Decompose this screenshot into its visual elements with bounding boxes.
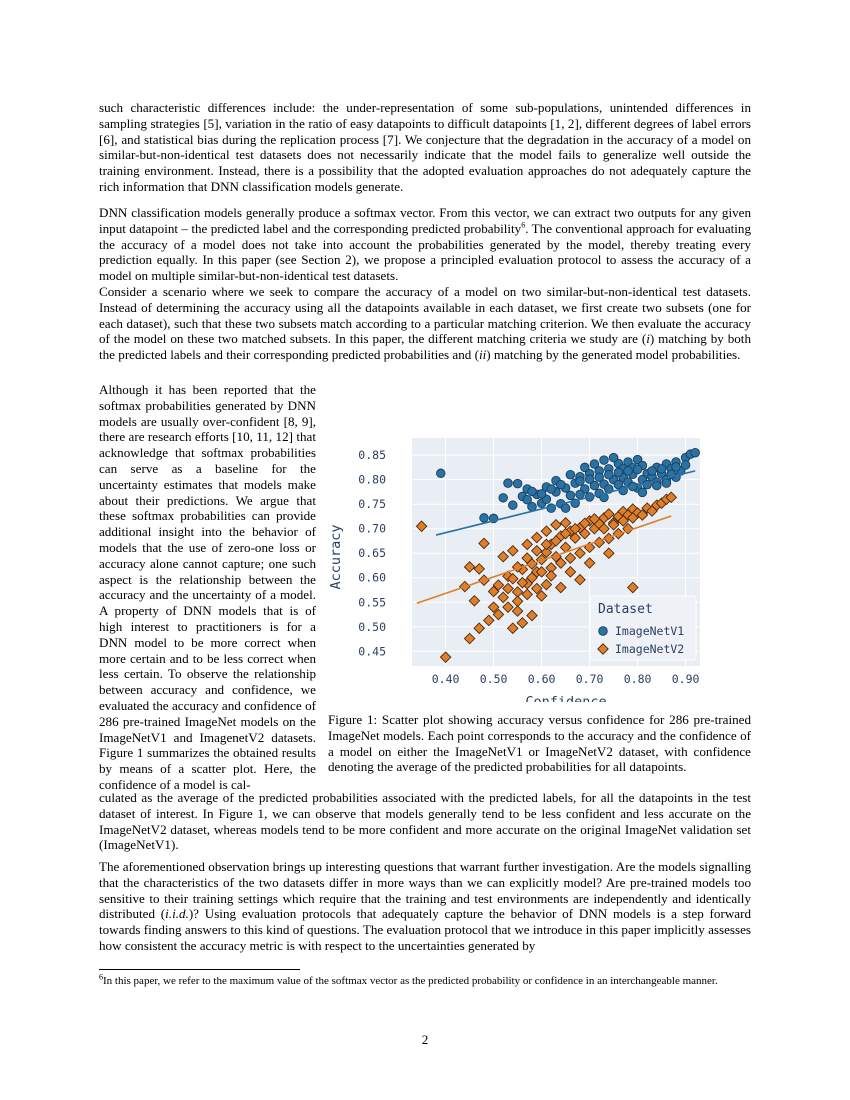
data-point-imagenetv1 <box>537 490 546 499</box>
y-tick-label: 0.70 <box>358 521 386 536</box>
paragraph-5-text-a: The aforementioned observation brings up interesting questions that warrant further investigation. Are the models signalling that the characteristics of the two datasets differ in more ways than we can explicitly model? Are pre-trained models too sensitive to their training settings which require that the training and test environments are independently and identically distributed ( <box>99 859 751 922</box>
y-tick-label: 0.55 <box>358 595 386 610</box>
footnote-marker: 6 <box>521 220 526 230</box>
legend-title: Dataset <box>598 602 653 617</box>
paragraph-5-text-b: )? Using evaluation protocols that adequately capture the behavior of DNN models is a step forward towards finding answers to this kind of questions. The evaluation protocol that we introduce in this paper implicitly assesses how consistent the accuracy metric is with respect to the uncertainties generated by <box>99 906 752 953</box>
data-point-imagenetv1 <box>633 465 642 474</box>
data-point-imagenetv1 <box>581 463 590 472</box>
legend-label: ImageNetV2 <box>615 642 685 656</box>
y-tick-label: 0.80 <box>358 472 386 487</box>
figure-caption-text: Figure 1: Scatter plot showing accuracy versus confidence for 286 pre-trained ImageNet models. Each point corresponds to the accuracy and the confidence of a model on either the ImageNetV1 or ImageNetV2 dataset, with confidence denoting the average of the predicted probabilities for all datapoints. <box>328 712 751 775</box>
data-point-imagenetv1 <box>504 479 513 488</box>
data-point-imagenetv1 <box>576 477 585 486</box>
data-point-imagenetv1 <box>557 480 566 489</box>
data-point-imagenetv1 <box>499 494 508 503</box>
figure-caption <box>328 712 751 775</box>
data-point-imagenetv1 <box>576 490 585 499</box>
data-point-imagenetv1 <box>672 463 681 472</box>
data-point-imagenetv1 <box>513 479 522 488</box>
paragraph-4-text-left: Although it has been reported that the softmax probabilities generated by DNN models are usually over-confident [8, 9], there are research efforts [10, 11, 12] that acknowledge that softmax probabilities can serve as a baseline for the uncertainty estimates that models make about their predictions. We argue that these softmax probabilities can provide additional insight into the behavior of models that the use of zero-one loss or accuracy alone cannot capture; one such aspect is the relationship between the accuracy and the uncertainty of a model. A property of DNN models that is of high interest to practitioners is for a DNN model to be more correct when more certain and to be less correct when less certain. To observe the relationship between accuracy and confidence, we evaluated the accuracy and confidence of 286 pre-trained ImageNet models on the ImageNetV1 and ImagenetV2 datasets. Figure 1 summarizes the obtained results by means of a scatter plot. Here, the confidence of a model is cal- <box>99 382 316 792</box>
data-point-imagenetv1 <box>662 479 671 488</box>
x-tick-label: 0.60 <box>527 672 556 686</box>
data-point-imagenetv1 <box>528 487 537 496</box>
data-point-imagenetv1 <box>585 475 594 484</box>
footnote-rule <box>99 969 300 970</box>
data-point-imagenetv1 <box>653 481 662 490</box>
x-tick-label: 0.70 <box>575 672 604 686</box>
data-point-imagenetv1 <box>605 470 614 479</box>
paragraph-3-text-b: ) matching by both the predicted labels and their corresponding predicted probabilities and ( <box>99 331 751 363</box>
paragraph-5 <box>99 859 751 954</box>
paragraph-1 <box>99 100 751 195</box>
data-point-imagenetv1 <box>561 504 570 513</box>
page-number: 2 <box>421 1032 429 1047</box>
x-axis-label: Confidence <box>525 694 607 702</box>
data-point-imagenetv1 <box>595 473 604 482</box>
paragraph-2-text-a: DNN classification models generally produce a softmax vector. From this vector, we can extract two outputs for any given input datapoint – the predicted label and the corresponding predicted probability <box>99 205 751 236</box>
data-point-imagenetv1 <box>480 514 489 523</box>
scatter-chart <box>326 432 750 702</box>
roman-i: i <box>646 331 650 347</box>
paragraph-3-text-a: Consider a scenario where we seek to compare the accuracy of a model on two similar-but-non-identical test datasets. Instead of determining the accuracy using all the datapoints available in each dataset, we first create two subsets (one for each dataset), such that these two subsets match according to a particular matching criterion. We then evaluate the accuracy of the model on these two matched subsets. In this paper, the different matching criteria we study are ( <box>99 284 751 347</box>
data-point-imagenetv1 <box>681 461 690 470</box>
footnote-text: In this paper, we refer to the maximum value of the softmax vector as the predicted probability or confidence in an interchangeable manner. <box>103 975 718 987</box>
data-point-imagenetv1 <box>600 456 609 465</box>
data-point-imagenetv1 <box>657 465 666 474</box>
paragraph-1-text: such characteristic differences include: the under-representation of some sub-populations, unintended differences in sampling strategies [5], variation in the ratio of easy datapoints to difficult datapoints [1, 2], different degrees of label errors [6], and statistical bias during the replication process [7]. We conjecture that the degradation in the accuracy of a model on similar-but-non-identical test datasets does not necessarily indicate that the model fails to generalize well outside the training environment. Instead, there is a possibility that the adopted evaluation approaches do not adequately capture the rich information that DNN classification models generate. <box>99 100 751 194</box>
paragraph-2 <box>99 205 751 284</box>
data-point-imagenetv1 <box>566 491 575 500</box>
paragraph-2-text-b: . The conventional approach for evaluating the accuracy of a model does not take into account the probabilities generated by the model, thereby treating every prediction equally. In this paper (see Section 2), we propose a principled evaluation protocol to assess the accuracy of a model on multiple similar-but-non-identical test datasets. <box>99 220 751 284</box>
x-tick-label: 0.50 <box>479 672 508 686</box>
paragraph-3 <box>99 284 751 363</box>
paragraph-4-text-cont: culated as the average of the predicted probabilities associated with the predicted labels, for all the datapoints in the test dataset of interest. In Figure 1, we can observe that models generally tend to be less confident and less accurate on the ImageNetV2 dataset, whereas models tend to be more confident and more accurate on the original ImageNet validation set (ImageNetV1). <box>99 790 751 853</box>
data-point-imagenetv1 <box>437 469 446 478</box>
x-tick-label: 0.90 <box>671 672 700 686</box>
data-point-imagenetv1 <box>609 453 618 462</box>
footnote <box>99 972 751 989</box>
y-tick-label: 0.60 <box>358 570 386 585</box>
data-point-imagenetv1 <box>638 488 647 497</box>
y-tick-label: 0.50 <box>358 619 386 634</box>
data-point-imagenetv1 <box>590 460 599 469</box>
legend-label: ImageNetV1 <box>615 624 685 638</box>
x-tick-label: 0.80 <box>623 672 652 686</box>
data-point-imagenetv1 <box>566 470 575 479</box>
data-point-imagenetv1 <box>509 501 518 510</box>
x-tick-label: 0.40 <box>431 672 460 686</box>
data-point-imagenetv1 <box>691 448 700 457</box>
roman-ii: ii <box>478 347 487 363</box>
paragraph-4-continued <box>99 790 751 853</box>
figure-1 <box>326 432 750 702</box>
y-tick-label: 0.65 <box>358 546 386 561</box>
legend-marker-imagenetv1 <box>599 627 608 636</box>
data-point-imagenetv1 <box>523 495 532 504</box>
y-axis-label: Accuracy <box>328 524 344 590</box>
data-point-imagenetv1 <box>614 468 623 477</box>
data-point-imagenetv1 <box>648 467 657 476</box>
footnote-number: 6 <box>99 972 103 982</box>
paragraph-4-wrapped <box>99 382 316 793</box>
data-point-imagenetv1 <box>547 485 556 494</box>
iid-abbrev: i.i.d. <box>165 906 189 922</box>
paragraph-3-text-c: ) matching by the generated model probabilities. <box>486 347 741 363</box>
data-point-imagenetv1 <box>624 467 633 476</box>
y-tick-label: 0.75 <box>358 497 386 512</box>
y-tick-label: 0.85 <box>358 448 386 463</box>
y-tick-label: 0.45 <box>358 644 386 659</box>
